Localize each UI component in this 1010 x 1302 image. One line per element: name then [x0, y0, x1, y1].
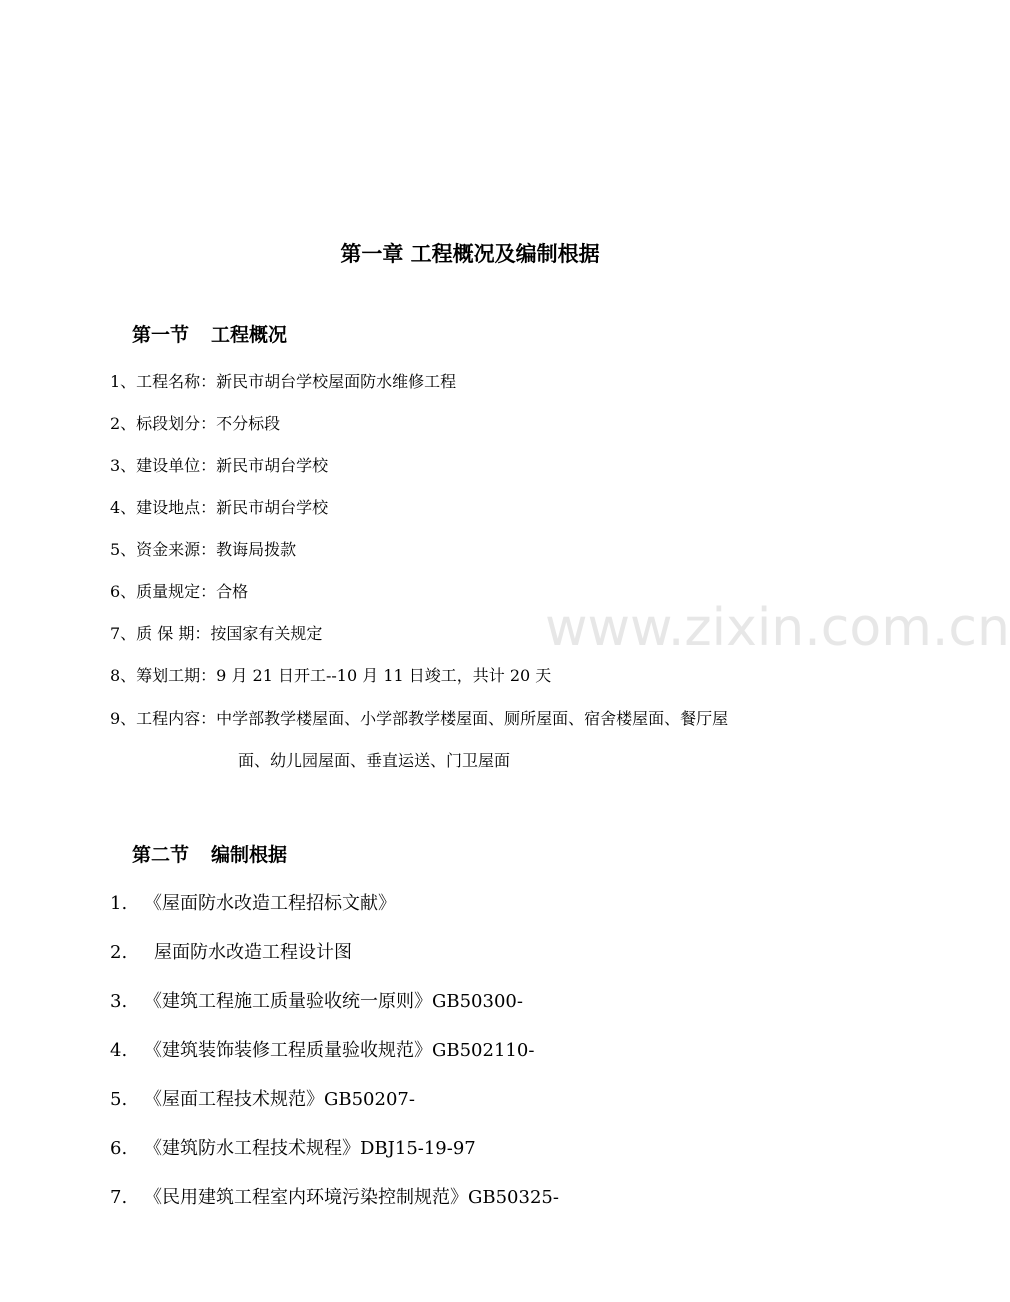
reference-item — [110, 889, 396, 915]
overview-item-2: 2、标段划分：不分标段 — [110, 414, 281, 433]
reference-text: 《屋面工程技术规范》GB50207- — [144, 1089, 415, 1110]
overview-item-4: 4、建设地点：新民市胡台学校 — [110, 498, 329, 517]
reference-text: 《建筑装饰装修工程质量验收规范》GB502110- — [144, 1040, 535, 1061]
reference-item — [110, 938, 352, 964]
reference-item — [110, 1085, 415, 1111]
section-1-heading — [132, 320, 287, 347]
overview-item-8: 8、筹划工期：9 月 21 日开工--10 月 11 日竣工，共计 20 天 — [110, 666, 552, 685]
reference-text: 《建筑防水工程技术规程》DBJ15-19-97 — [144, 1138, 476, 1159]
reference-number: 3. — [110, 991, 128, 1012]
reference-number: 7. — [110, 1187, 128, 1208]
chapter-title: 第一章 工程概况及编制根据 — [340, 241, 600, 266]
reference-number: 4. — [110, 1040, 128, 1061]
overview-item-9: 9、工程内容：中学部教学楼屋面、小学部教学楼屋面、厕所屋面、宿舍楼屋面、餐厅屋 — [110, 709, 729, 728]
overview-item-6: 6、质量规定：合格 — [110, 582, 249, 601]
watermark: www.zixin.com.cn — [545, 598, 1010, 658]
reference-number: 5. — [110, 1089, 128, 1110]
section-2-heading — [132, 840, 287, 867]
section-1-title: 工程概况 — [211, 324, 288, 346]
reference-text: 《建筑工程施工质量验收统一原则》GB50300- — [144, 991, 523, 1012]
section-2-number: 第二节 — [132, 844, 190, 866]
reference-item — [110, 1036, 534, 1062]
overview-item-7: 7、质 保 期：按国家有关规定 — [110, 624, 323, 643]
section-2-title: 编制根据 — [211, 844, 288, 866]
reference-number: 6. — [110, 1138, 128, 1159]
overview-item-1: 1、工程名称：新民市胡台学校屋面防水维修工程 — [110, 372, 457, 391]
reference-number: 2. — [110, 942, 128, 963]
reference-item — [110, 1134, 476, 1160]
overview-item-5: 5、资金来源：教诲局拨款 — [110, 540, 297, 559]
reference-text: 《民用建筑工程室内环境污染控制规范》GB50325- — [144, 1187, 559, 1208]
overview-item-9-continuation: 面、幼儿园屋面、垂直运送、门卫屋面 — [238, 751, 511, 770]
reference-text: 《屋面防水改造工程招标文献》 — [144, 893, 396, 914]
reference-item — [110, 987, 523, 1013]
reference-number: 1. — [110, 893, 128, 914]
section-1-number: 第一节 — [132, 324, 190, 346]
reference-item — [110, 1183, 559, 1209]
reference-text: 屋面防水改造工程设计图 — [154, 942, 352, 963]
overview-item-3: 3、建设单位：新民市胡台学校 — [110, 456, 329, 475]
